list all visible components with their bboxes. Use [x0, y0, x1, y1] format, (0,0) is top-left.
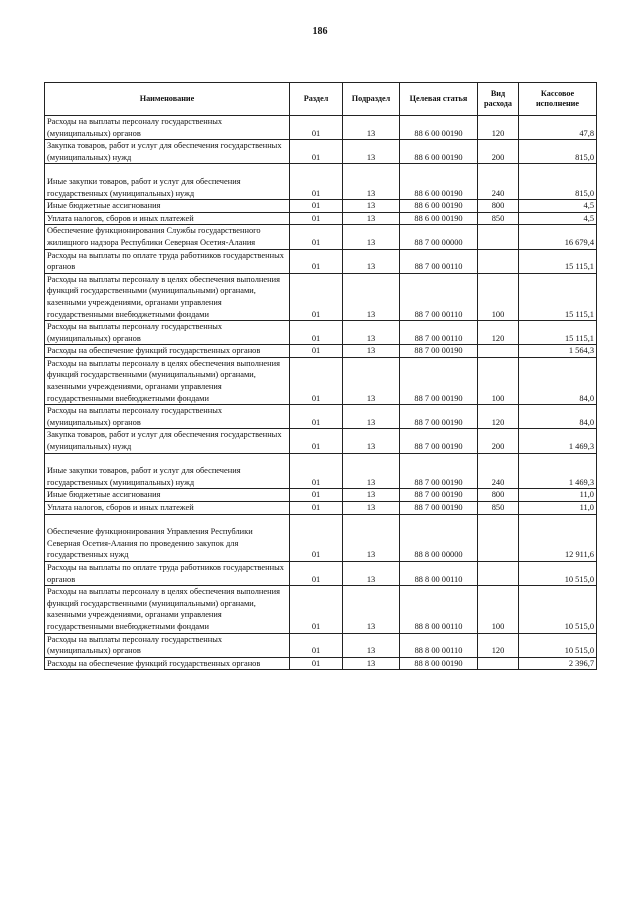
- row-name-cell: [45, 225, 290, 249]
- row-article-cell: [400, 321, 478, 345]
- row-section-cell-text: 01: [311, 646, 321, 656]
- row-section-cell: [290, 514, 343, 561]
- row-name-cell-text: Расходы на выплаты персоналу в целях обеспечения выполнения функций государственными (муниципальными) органами, казенными учреждениями, органами управления государственными внебюджетными фондами: [47, 358, 280, 403]
- row-name-cell: [45, 140, 290, 164]
- row-article-cell: [400, 514, 478, 561]
- row-subsection-cell: [343, 273, 400, 320]
- row-article-cell: [400, 429, 478, 453]
- row-amount-cell: [519, 429, 597, 453]
- row-section-cell-text: 01: [311, 333, 321, 343]
- table-row: [45, 586, 597, 633]
- row-section-cell: [290, 321, 343, 345]
- row-kind-cell: [478, 200, 519, 213]
- row-article-cell: [400, 164, 478, 200]
- row-article-cell: [400, 453, 478, 489]
- row-subsection-cell: [343, 164, 400, 200]
- row-section-cell: [290, 273, 343, 320]
- row-section-cell: [290, 453, 343, 489]
- row-subsection-cell-text: 13: [366, 393, 376, 403]
- row-kind-cell-text: 120: [491, 333, 505, 343]
- row-kind-cell-text: 100: [491, 309, 505, 319]
- row-name-cell-text: Закупка товаров, работ и услуг для обеспечения государственных (муниципальных) нужд: [47, 430, 282, 452]
- row-kind-cell-text: 120: [491, 417, 505, 427]
- row-amount-cell: [519, 116, 597, 140]
- row-subsection-cell: [343, 249, 400, 273]
- row-amount-cell-text: 4,5: [583, 201, 594, 211]
- row-subsection-cell: [343, 586, 400, 633]
- page-number: 186: [312, 26, 328, 37]
- row-subsection-cell-text: 13: [366, 346, 376, 356]
- row-section-cell-text: 01: [311, 574, 321, 584]
- row-kind-cell: [478, 116, 519, 140]
- row-name-cell-text: Расходы на обеспечение функций государственных органов: [47, 346, 261, 356]
- row-subsection-cell: [343, 200, 400, 213]
- row-article-cell-text: 88 7 00 00110: [414, 309, 463, 319]
- row-kind-cell: [478, 453, 519, 489]
- row-kind-cell-text: 120: [491, 128, 505, 138]
- row-article-cell: [400, 200, 478, 213]
- row-subsection-cell: [343, 453, 400, 489]
- row-kind-cell-text: 100: [491, 621, 505, 631]
- row-section-cell-text: 01: [311, 213, 321, 223]
- row-subsection-cell: [343, 561, 400, 585]
- row-name-cell: [45, 273, 290, 320]
- row-amount-cell: [519, 561, 597, 585]
- row-article-cell-text: 88 6 00 00190: [414, 152, 463, 162]
- row-kind-cell-text: 240: [491, 477, 505, 487]
- header-article: Целевая статья: [400, 83, 478, 116]
- row-name-cell: [45, 321, 290, 345]
- row-amount-cell: [519, 514, 597, 561]
- row-amount-cell-text: 15 115,1: [564, 309, 594, 319]
- row-name-cell: [45, 249, 290, 273]
- row-subsection-cell: [343, 429, 400, 453]
- row-amount-cell: [519, 140, 597, 164]
- row-amount-cell: [519, 657, 597, 670]
- table-row: [45, 249, 597, 273]
- row-section-cell-text: 01: [311, 152, 321, 162]
- row-article-cell: [400, 212, 478, 225]
- row-section-cell-text: 01: [311, 550, 321, 560]
- row-subsection-cell-text: 13: [366, 658, 376, 668]
- row-subsection-cell: [343, 657, 400, 670]
- row-subsection-cell: [343, 405, 400, 429]
- row-kind-cell: [478, 140, 519, 164]
- row-subsection-cell: [343, 633, 400, 657]
- row-amount-cell: [519, 212, 597, 225]
- row-amount-cell-text: 10 515,0: [564, 646, 594, 656]
- row-subsection-cell-text: 13: [366, 490, 376, 500]
- row-article-cell-text: 88 6 00 00190: [414, 188, 463, 198]
- row-subsection-cell-text: 13: [366, 477, 376, 487]
- table-row: [45, 429, 597, 453]
- row-name-cell: [45, 212, 290, 225]
- row-subsection-cell-text: 13: [366, 152, 376, 162]
- row-subsection-cell: [343, 225, 400, 249]
- row-kind-cell: [478, 212, 519, 225]
- row-subsection-cell-text: 13: [366, 333, 376, 343]
- row-section-cell: [290, 164, 343, 200]
- row-article-cell: [400, 405, 478, 429]
- row-article-cell-text: 88 8 00 00110: [414, 646, 463, 656]
- row-kind-cell-text: 850: [491, 213, 505, 223]
- table-row: [45, 405, 597, 429]
- row-amount-cell: [519, 502, 597, 515]
- row-kind-cell-text: 120: [491, 646, 505, 656]
- table-row: [45, 357, 597, 404]
- row-section-cell: [290, 225, 343, 249]
- row-amount-cell: [519, 633, 597, 657]
- row-subsection-cell-text: 13: [366, 237, 376, 247]
- row-amount-cell-text: 1 564,3: [568, 346, 594, 356]
- row-section-cell: [290, 249, 343, 273]
- row-article-cell: [400, 561, 478, 585]
- row-amount-cell-text: 16 679,4: [564, 237, 594, 247]
- row-article-cell-text: 88 6 00 00190: [414, 201, 463, 211]
- table-row: [45, 453, 597, 489]
- row-article-cell: [400, 633, 478, 657]
- row-article-cell-text: 88 8 00 00190: [414, 658, 463, 668]
- row-name-cell-text: Иные закупки товаров, работ и услуг для обеспечения государственных (муниципальных) нужд: [47, 176, 241, 198]
- row-kind-cell: [478, 357, 519, 404]
- row-subsection-cell-text: 13: [366, 213, 376, 223]
- row-kind-cell-text: 240: [491, 188, 505, 198]
- row-amount-cell: [519, 164, 597, 200]
- row-article-cell: [400, 249, 478, 273]
- row-amount-cell: [519, 249, 597, 273]
- table-row: [45, 164, 597, 200]
- row-article-cell: [400, 502, 478, 515]
- row-amount-cell-text: 815,0: [575, 188, 594, 198]
- row-amount-cell-text: 11,0: [579, 503, 594, 512]
- row-name-cell: [45, 586, 290, 633]
- table-row: [45, 657, 597, 670]
- row-amount-cell-text: 84,0: [579, 417, 594, 427]
- row-name-cell-text: Расходы на выплаты по оплате труда работников государственных органов: [47, 250, 284, 272]
- row-name-cell: [45, 453, 290, 489]
- row-section-cell: [290, 212, 343, 225]
- row-section-cell-text: 01: [311, 262, 321, 272]
- row-name-cell-text: Расходы на выплаты персоналу государственных (муниципальных) органов: [47, 634, 223, 656]
- row-section-cell: [290, 489, 343, 502]
- row-name-cell: [45, 345, 290, 358]
- row-name-cell-text: Расходы на обеспечение функций государственных органов: [47, 658, 261, 668]
- table-row: [45, 116, 597, 140]
- table-row: [45, 489, 597, 502]
- row-article-cell: [400, 586, 478, 633]
- row-section-cell-text: 01: [311, 621, 321, 631]
- row-section-cell-text: 01: [311, 128, 321, 138]
- row-article-cell-text: 88 7 00 00110: [414, 262, 463, 272]
- row-subsection-cell-text: 13: [366, 646, 376, 656]
- row-name-cell-text: Закупка товаров, работ и услуг для обеспечения государственных (муниципальных) нужд: [47, 141, 282, 162]
- row-name-cell: [45, 502, 290, 515]
- row-article-cell: [400, 140, 478, 164]
- row-amount-cell-text: 10 515,0: [564, 574, 594, 584]
- row-kind-cell-text: 800: [491, 201, 505, 211]
- row-name-cell: [45, 116, 290, 140]
- row-subsection-cell: [343, 116, 400, 140]
- row-section-cell-text: 01: [311, 201, 321, 211]
- row-amount-cell-text: 15 115,1: [564, 262, 594, 272]
- row-name-cell: [45, 429, 290, 453]
- row-article-cell-text: 88 7 00 00190: [414, 346, 463, 356]
- row-amount-cell-text: 47,8: [579, 128, 594, 138]
- row-name-cell-text: Расходы на выплаты персоналу государственных (муниципальных) органов: [47, 406, 223, 427]
- row-article-cell-text: 88 7 00 00190: [414, 442, 463, 452]
- header-subsection: Подраздел: [343, 83, 400, 116]
- row-name-cell-text: Уплата налогов, сборов и иных платежей: [47, 503, 194, 512]
- row-kind-cell: [478, 586, 519, 633]
- header-amount: Кассовое исполнение: [519, 83, 597, 116]
- row-subsection-cell: [343, 502, 400, 515]
- row-article-cell-text: 88 7 00 00190: [414, 490, 463, 500]
- row-section-cell: [290, 586, 343, 633]
- row-section-cell: [290, 429, 343, 453]
- row-section-cell-text: 01: [311, 346, 321, 356]
- row-kind-cell-text: 850: [491, 503, 505, 512]
- table-row: [45, 200, 597, 213]
- row-amount-cell-text: 84,0: [579, 393, 594, 403]
- row-article-cell-text: 88 7 00 00000: [414, 237, 463, 247]
- row-name-cell-text: Расходы на выплаты персоналу государственных (муниципальных) органов: [47, 322, 223, 343]
- row-subsection-cell: [343, 321, 400, 345]
- row-name-cell: [45, 489, 290, 502]
- row-amount-cell: [519, 321, 597, 345]
- row-article-cell: [400, 357, 478, 404]
- table-row: [45, 212, 597, 225]
- row-name-cell: [45, 514, 290, 561]
- row-kind-cell-text: 200: [491, 442, 505, 452]
- row-section-cell-text: 01: [311, 477, 321, 487]
- row-section-cell-text: 01: [311, 658, 321, 668]
- row-article-cell-text: 88 6 00 00190: [414, 213, 463, 223]
- row-subsection-cell-text: 13: [366, 309, 376, 319]
- row-article-cell: [400, 489, 478, 502]
- row-amount-cell: [519, 586, 597, 633]
- row-amount-cell: [519, 453, 597, 489]
- row-section-cell-text: 01: [311, 188, 321, 198]
- table-row: [45, 140, 597, 164]
- row-kind-cell: [478, 633, 519, 657]
- row-subsection-cell: [343, 140, 400, 164]
- row-section-cell: [290, 502, 343, 515]
- row-section-cell: [290, 633, 343, 657]
- row-amount-cell: [519, 405, 597, 429]
- row-kind-cell: [478, 164, 519, 200]
- row-kind-cell: [478, 561, 519, 585]
- row-name-cell-text: Иные бюджетные ассигнования: [47, 201, 161, 211]
- row-name-cell-text: Расходы на выплаты персоналу государственных (муниципальных) органов: [47, 117, 223, 138]
- row-article-cell: [400, 116, 478, 140]
- row-subsection-cell-text: 13: [366, 503, 376, 512]
- table-row: [45, 502, 597, 515]
- row-name-cell: [45, 561, 290, 585]
- row-kind-cell: [478, 429, 519, 453]
- row-kind-cell: [478, 273, 519, 320]
- row-kind-cell: [478, 514, 519, 561]
- row-subsection-cell: [343, 514, 400, 561]
- table-header-row: [45, 83, 597, 116]
- row-section-cell-text: 01: [311, 442, 321, 452]
- row-kind-cell: [478, 657, 519, 670]
- row-article-cell-text: 88 8 00 00000: [414, 550, 463, 560]
- row-subsection-cell: [343, 489, 400, 502]
- row-kind-cell: [478, 345, 519, 358]
- row-kind-cell: [478, 405, 519, 429]
- row-kind-cell: [478, 321, 519, 345]
- row-kind-cell: [478, 249, 519, 273]
- row-amount-cell: [519, 489, 597, 502]
- row-amount-cell: [519, 345, 597, 358]
- row-name-cell-text: Иные закупки товаров, работ и услуг для обеспечения государственных (муниципальных) нужд: [47, 466, 241, 487]
- row-kind-cell: [478, 225, 519, 249]
- row-article-cell: [400, 657, 478, 670]
- header-name: Наименование: [45, 83, 290, 116]
- row-amount-cell-text: 12 911,6: [564, 550, 594, 560]
- row-amount-cell-text: 815,0: [575, 152, 594, 162]
- row-article-cell-text: 88 7 00 00190: [414, 417, 463, 427]
- row-article-cell-text: 88 7 00 00190: [414, 393, 463, 403]
- row-section-cell: [290, 405, 343, 429]
- row-section-cell-text: 01: [311, 503, 321, 512]
- budget-table: [44, 82, 597, 670]
- row-amount-cell-text: 11,0: [579, 490, 594, 500]
- row-name-cell-text: Расходы на выплаты персоналу в целях обеспечения выполнения функций государственными (муниципальными) органами, казенными учреждениями, органами управления государственными внебюджетными фондами: [47, 274, 280, 319]
- row-amount-cell-text: 2 396,7: [568, 658, 594, 668]
- row-name-cell: [45, 357, 290, 404]
- row-amount-cell: [519, 225, 597, 249]
- row-name-cell: [45, 405, 290, 429]
- row-section-cell: [290, 345, 343, 358]
- table-row: [45, 561, 597, 585]
- row-amount-cell: [519, 273, 597, 320]
- row-name-cell: [45, 633, 290, 657]
- row-article-cell-text: 88 7 00 00190: [414, 503, 463, 512]
- row-subsection-cell: [343, 212, 400, 225]
- row-subsection-cell: [343, 357, 400, 404]
- table-row: [45, 514, 597, 561]
- row-kind-cell-text: 200: [491, 152, 505, 162]
- row-section-cell: [290, 116, 343, 140]
- row-name-cell: [45, 164, 290, 200]
- row-section-cell-text: 01: [311, 309, 321, 319]
- row-article-cell-text: 88 8 00 00110: [414, 574, 463, 584]
- row-amount-cell: [519, 357, 597, 404]
- row-amount-cell-text: 10 515,0: [564, 621, 594, 631]
- row-name-cell: [45, 657, 290, 670]
- row-kind-cell-text: 800: [491, 490, 505, 500]
- row-name-cell: [45, 200, 290, 213]
- row-amount-cell-text: 1 469,3: [568, 477, 594, 487]
- table-row: [45, 273, 597, 320]
- row-subsection-cell-text: 13: [366, 262, 376, 272]
- row-subsection-cell-text: 13: [366, 550, 376, 560]
- row-section-cell: [290, 200, 343, 213]
- header-kind: Вид расхода: [478, 83, 519, 116]
- row-article-cell-text: 88 7 00 00190: [414, 477, 463, 487]
- row-amount-cell: [519, 200, 597, 213]
- row-section-cell-text: 01: [311, 393, 321, 403]
- row-section-cell: [290, 561, 343, 585]
- row-amount-cell-text: 15 115,1: [564, 333, 594, 343]
- row-section-cell-text: 01: [311, 237, 321, 247]
- table-row: [45, 321, 597, 345]
- table-row: [45, 633, 597, 657]
- row-name-cell-text: Уплата налогов, сборов и иных платежей: [47, 213, 194, 223]
- row-subsection-cell-text: 13: [366, 128, 376, 138]
- row-name-cell-text: Расходы на выплаты персоналу в целях обеспечения выполнения функций государственными (муниципальными) органами, казенными учреждениями, органами управления государственными внебюджетными фондами: [47, 587, 280, 631]
- row-subsection-cell-text: 13: [366, 574, 376, 584]
- row-subsection-cell-text: 13: [366, 201, 376, 211]
- row-article-cell-text: 88 7 00 00110: [414, 333, 463, 343]
- header-section: Раздел: [290, 83, 343, 116]
- row-subsection-cell-text: 13: [366, 442, 376, 452]
- row-article-cell: [400, 225, 478, 249]
- table-row: [45, 225, 597, 249]
- row-subsection-cell-text: 13: [366, 621, 376, 631]
- row-subsection-cell-text: 13: [366, 417, 376, 427]
- row-section-cell-text: 01: [311, 490, 321, 500]
- row-section-cell-text: 01: [311, 417, 321, 427]
- row-kind-cell-text: 100: [491, 393, 505, 403]
- row-section-cell: [290, 140, 343, 164]
- row-article-cell-text: 88 8 00 00110: [414, 621, 463, 631]
- row-article-cell: [400, 273, 478, 320]
- row-subsection-cell: [343, 345, 400, 358]
- table-row: [45, 345, 597, 358]
- row-amount-cell-text: 1 469,3: [568, 442, 594, 452]
- row-article-cell-text: 88 6 00 00190: [414, 128, 463, 138]
- row-section-cell: [290, 357, 343, 404]
- row-name-cell-text: Обеспечение функционирования Управления Республики Северная Осетия-Алания по проведению закупок для государственных нужд: [47, 527, 253, 560]
- row-name-cell-text: Иные бюджетные ассигнования: [47, 490, 161, 500]
- row-kind-cell: [478, 489, 519, 502]
- row-kind-cell: [478, 502, 519, 515]
- row-subsection-cell-text: 13: [366, 188, 376, 198]
- row-name-cell-text: Расходы на выплаты по оплате труда работников государственных органов: [47, 562, 284, 584]
- row-name-cell-text: Обеспечение функционирования Службы государственного жилищного надзора Республики Северная Осетия-Алания: [47, 226, 261, 247]
- row-amount-cell-text: 4,5: [583, 213, 594, 223]
- row-article-cell: [400, 345, 478, 358]
- row-section-cell: [290, 657, 343, 670]
